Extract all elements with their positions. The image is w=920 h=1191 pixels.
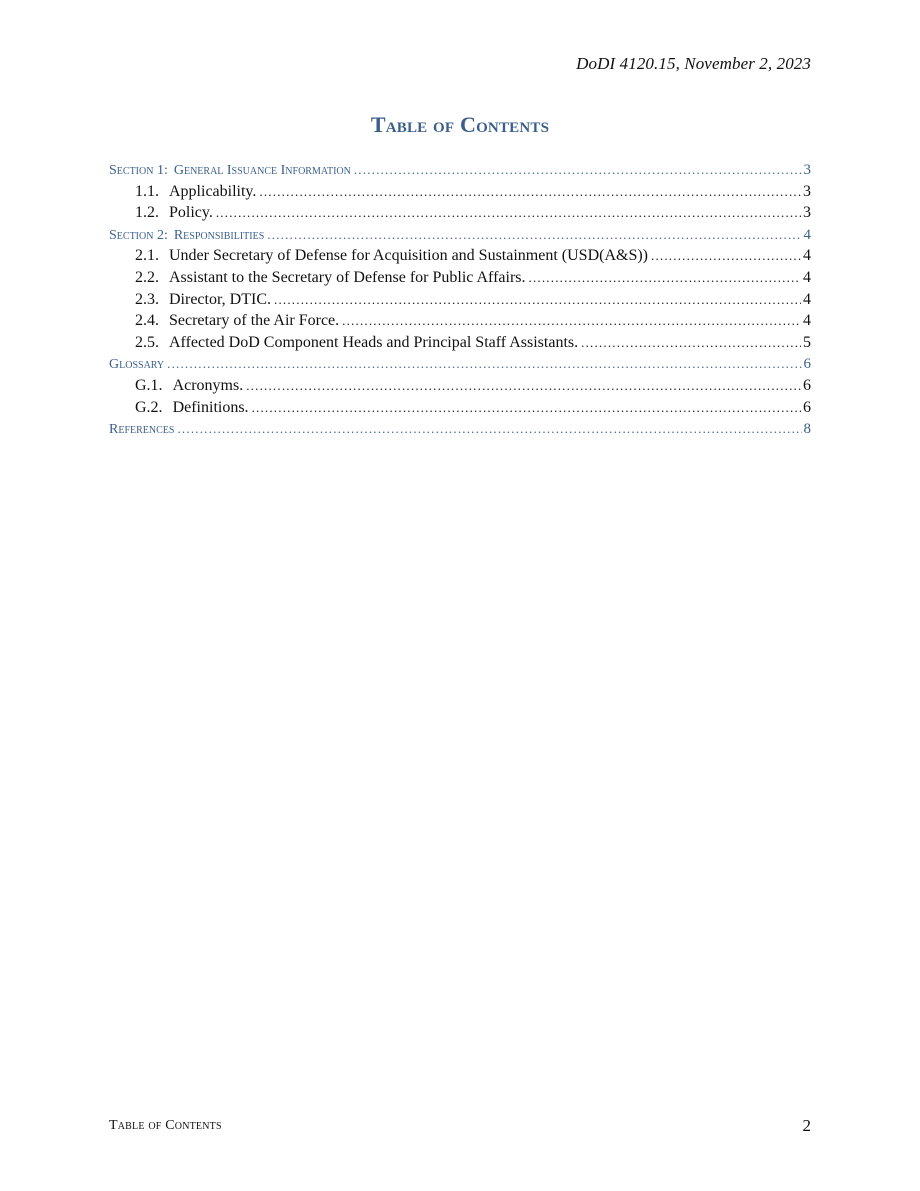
toc-entry-label: Director, DTIC. <box>169 290 271 308</box>
dot-leader <box>581 332 801 354</box>
toc-entry-label: Acronyms. <box>172 376 244 394</box>
toc-entry-number: G.2. <box>135 398 163 416</box>
toc-entry-text <box>109 225 264 246</box>
toc-item-link[interactable] <box>109 245 811 267</box>
dot-leader <box>342 310 801 332</box>
dot-leader <box>252 397 801 419</box>
toc-entry-label: Responsibilities <box>173 227 265 243</box>
toc-section-link[interactable] <box>109 418 811 440</box>
toc-entry-label: Assistant to the Secretary of Defense for Public Affairs. <box>169 268 526 286</box>
dot-leader <box>246 375 801 397</box>
toc-section-link[interactable] <box>109 224 811 246</box>
toc-page-number: 3 <box>803 182 811 200</box>
toc-entry-number: 2.2. <box>135 268 159 286</box>
toc-entry-text <box>109 419 174 440</box>
toc-page-number: 6 <box>803 376 811 394</box>
toc-page-number: 4 <box>803 247 811 265</box>
toc-entry-label: Secretary of the Air Force. <box>169 312 340 330</box>
toc-entry-label: Affected DoD Component Heads and Principal Staff Assistants. <box>169 333 579 351</box>
toc-entry-number: G.1. <box>135 376 163 394</box>
page-title: Table of Contents <box>370 112 550 137</box>
dot-leader <box>177 418 801 440</box>
dot-leader <box>651 245 801 267</box>
toc-entry-text <box>135 245 648 267</box>
toc-entry-label: Under Secretary of Defense for Acquisition and Sustainment (USD(A&S)) <box>169 247 648 265</box>
toc-entry-text <box>135 267 526 289</box>
toc-entry-text <box>135 332 578 354</box>
toc-item-link[interactable] <box>109 375 811 397</box>
toc-entry-text <box>135 310 339 332</box>
table-of-contents <box>109 159 811 440</box>
toc-entry-number: 2.4. <box>135 312 159 330</box>
toc-entry-number: 2.1. <box>135 247 159 265</box>
toc-page-number: 4 <box>803 268 811 286</box>
dot-leader <box>216 202 801 224</box>
toc-page-number: 8 <box>803 421 811 438</box>
toc-entry-label: Definitions. <box>172 398 249 416</box>
toc-page-number: 3 <box>803 162 811 178</box>
toc-page-number: 4 <box>803 290 811 308</box>
toc-page-number: 6 <box>803 398 811 416</box>
toc-entry-label: Glossary <box>109 357 165 373</box>
toc-page-number: 5 <box>803 333 811 351</box>
toc-entry-label: Applicability. <box>169 182 257 200</box>
toc-item-link[interactable] <box>109 332 811 354</box>
toc-entry-text <box>135 289 271 311</box>
toc-entry-number: Section 2: <box>109 227 168 243</box>
dot-leader <box>167 353 801 375</box>
toc-item-link[interactable] <box>109 289 811 311</box>
toc-section-link[interactable] <box>109 353 811 375</box>
dot-leader <box>529 267 802 289</box>
dot-leader <box>259 181 801 203</box>
toc-page-number: 4 <box>803 226 811 243</box>
toc-entry-number: 2.5. <box>135 333 159 351</box>
toc-entry-text <box>135 375 243 397</box>
toc-entry-text <box>109 354 164 375</box>
toc-item-link[interactable] <box>109 181 811 203</box>
toc-page-number: 4 <box>803 312 811 330</box>
toc-item-link[interactable] <box>109 310 811 332</box>
dot-leader <box>354 159 802 181</box>
toc-entry-label: References <box>109 422 175 438</box>
dot-leader <box>267 224 801 246</box>
toc-section-link[interactable] <box>109 159 811 181</box>
toc-page-number: 3 <box>803 204 811 222</box>
toc-entry-label: General Issuance Information <box>173 163 351 178</box>
footer-section-label: Table of Contents <box>109 1118 222 1133</box>
toc-item-link[interactable] <box>109 202 811 224</box>
toc-item-link[interactable] <box>109 267 811 289</box>
footer-page-number: 2 <box>802 1116 811 1135</box>
toc-entry-text <box>135 397 249 419</box>
document-reference-header: DoDI 4120.15, November 2, 2023 <box>576 54 811 73</box>
toc-entry-number: 2.3. <box>135 290 159 308</box>
toc-entry-number: 1.2. <box>135 204 159 222</box>
toc-entry-text <box>109 160 351 181</box>
toc-entry-number: 1.1. <box>135 182 159 200</box>
toc-entry-label: Policy. <box>169 204 213 222</box>
toc-entry-number: Section 1: <box>109 163 168 178</box>
toc-item-link[interactable] <box>109 397 811 419</box>
toc-entry-text <box>135 181 256 203</box>
toc-entry-text <box>135 202 213 224</box>
dot-leader <box>274 289 801 311</box>
toc-page-number: 6 <box>803 356 811 373</box>
